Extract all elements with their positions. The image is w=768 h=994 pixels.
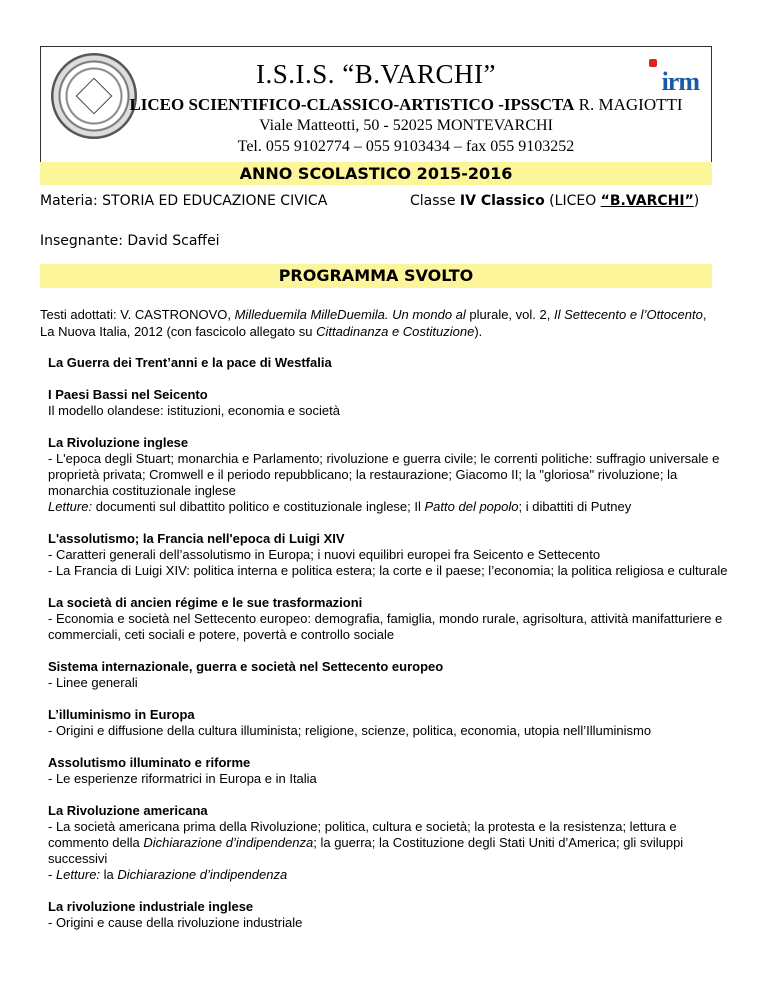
textbook-e: , La Nuova Italia, 2012 (con fascicolo allegato su (40, 307, 707, 339)
class-name: IV Classico (459, 193, 545, 209)
section-rivoluzione-industriale (48, 899, 728, 931)
section-heading: Sistema internazionale, guerra e società nel Settecento europeo (48, 659, 444, 674)
section-text: - La Francia di Luigi XIV: politica interna e politica estera; la corte e il paese; l’economia; la politica religiosa e culturale (48, 563, 728, 578)
text-c: ; la guerra; la Costituzione degli Stati Uniti d’America; gli sviluppi successivi (48, 835, 684, 866)
class-prefix: Classe (410, 193, 460, 209)
teacher-line: Insegnante: David Scaffei (40, 233, 220, 249)
section-readings (48, 499, 728, 515)
school-header (40, 46, 712, 164)
section-text: - L'epoca degli Stuart; monarchia e Parlamento; rivoluzione e guerra civile; le correnti politiche: suffragio universale e proprietà privata; Cromwell e il periodo repubblicano; la restaurazione; Giacomo II; la "gloriosa" rivoluzione; la monarchia costituzionale inglese (48, 451, 720, 498)
school-year-band: ANNO SCOLASTICO 2015-2016 (40, 162, 712, 185)
section-rivoluzione-inglese (48, 435, 728, 515)
textbook-info (40, 306, 720, 340)
section-heading: L'assolutismo; la Francia nell'epoca di Luigi XIV (48, 531, 345, 546)
class-school: “B.VARCHI” (600, 193, 694, 209)
program-content (48, 355, 728, 947)
section-ancien-regime (48, 595, 728, 643)
irm-logo-icon: irm (661, 67, 699, 96)
section-heading: La Rivoluzione inglese (48, 435, 189, 450)
section-assolutismo (48, 531, 728, 579)
section-illuminismo (48, 707, 728, 739)
textbook-a: Testi adottati: V. CASTRONOVO, (40, 307, 235, 322)
section-text: - Caratteri generali dell’assolutismo in Europa; i nuovi equilibri europei fra Seicento e Settecento (48, 547, 601, 562)
class-suffix: ) (693, 193, 700, 209)
class-mid: (LICEO (544, 193, 601, 209)
readings-c: ; i dibattiti di Putney (518, 499, 632, 514)
section-paesi-bassi (48, 387, 728, 419)
readings-dash: - (48, 867, 56, 882)
textbook-f: Cittadinanza e Costituzione (316, 324, 475, 339)
program-band: PROGRAMMA SVOLTO (40, 264, 712, 288)
section-heading: La Rivoluzione americana (48, 803, 208, 818)
readings-a: la (100, 867, 118, 882)
school-title: I.S.I.S. “B.VARCHI” (255, 59, 496, 89)
readings-label: Letture: (48, 499, 93, 514)
text-a: - La società americana prima della Rivoluzione; politica, cultura e società; la protesta e la resistenza; lettura e commento della (48, 819, 677, 850)
subject-line: Materia: STORIA ED EDUCAZIONE CIVICA (40, 193, 328, 209)
section-heading: I Paesi Bassi nel Seicento (48, 387, 208, 402)
textbook-g: ). (474, 324, 483, 339)
section-heading: L’illuminismo in Europa (48, 707, 195, 722)
section-text: - Economia e società nel Settecento europeo: demografia, famiglia, mondo rurale, agrisoltura, attività manifatturiere e commerciali, ceti sociali e potere, povertà e controllo sociale (48, 611, 723, 642)
section-assolutismo-illuminato (48, 755, 728, 787)
school-subtitle-bold: LICEO SCIENTIFICO-CLASSICO-ARTISTICO -IPSSCTA (129, 95, 575, 114)
readings-b: Patto del popolo (424, 499, 519, 514)
section-text: - Origini e diffusione della cultura illuminista; religione, scienze, politica, economia, utopia nell’Illuminismo (48, 723, 652, 738)
section-westfalia (48, 355, 728, 371)
textbook-b: Milleduemila MilleDuemila. Un mondo al (234, 307, 466, 322)
section-rivoluzione-americana (48, 803, 728, 883)
readings-a: documenti sul dibattito politico e costituzionale inglese; Il (92, 499, 425, 514)
school-address: Viale Matteotti, 50 - 52025 MONTEVARCHI (259, 117, 553, 134)
section-text: - Linee generali (48, 675, 138, 690)
class-line (410, 193, 699, 209)
section-text: Il modello olandese: istituzioni, economia e società (48, 403, 340, 418)
school-subtitle (101, 95, 711, 115)
school-phone: Tel. 055 9102774 – 055 9103434 – fax 055 9103252 (237, 138, 575, 155)
section-text (48, 819, 728, 867)
section-text: - Origini e cause della rivoluzione industriale (48, 915, 303, 930)
readings-b: Dichiarazione d’indipendenza (117, 867, 288, 882)
text-b: Dichiarazione d’indipendenza (143, 835, 314, 850)
section-heading: La Guerra dei Trent’anni e la pace di Westfalia (48, 355, 332, 370)
section-heading: La società di ancien régime e le sue trasformazioni (48, 595, 363, 610)
section-heading: La rivoluzione industriale inglese (48, 899, 254, 914)
textbook-c: plurale, vol. 2, (465, 307, 554, 322)
textbook-d: Il Settecento e l’Ottocento (553, 307, 703, 322)
section-heading: Assolutismo illuminato e riforme (48, 755, 251, 770)
section-text: - Le esperienze riformatrici in Europa e in Italia (48, 771, 317, 786)
readings-label: Letture: (55, 867, 101, 882)
section-sistema-internazionale (48, 659, 728, 691)
section-readings (48, 867, 728, 883)
school-subtitle-normal: R. MAGIOTTI (574, 95, 683, 114)
